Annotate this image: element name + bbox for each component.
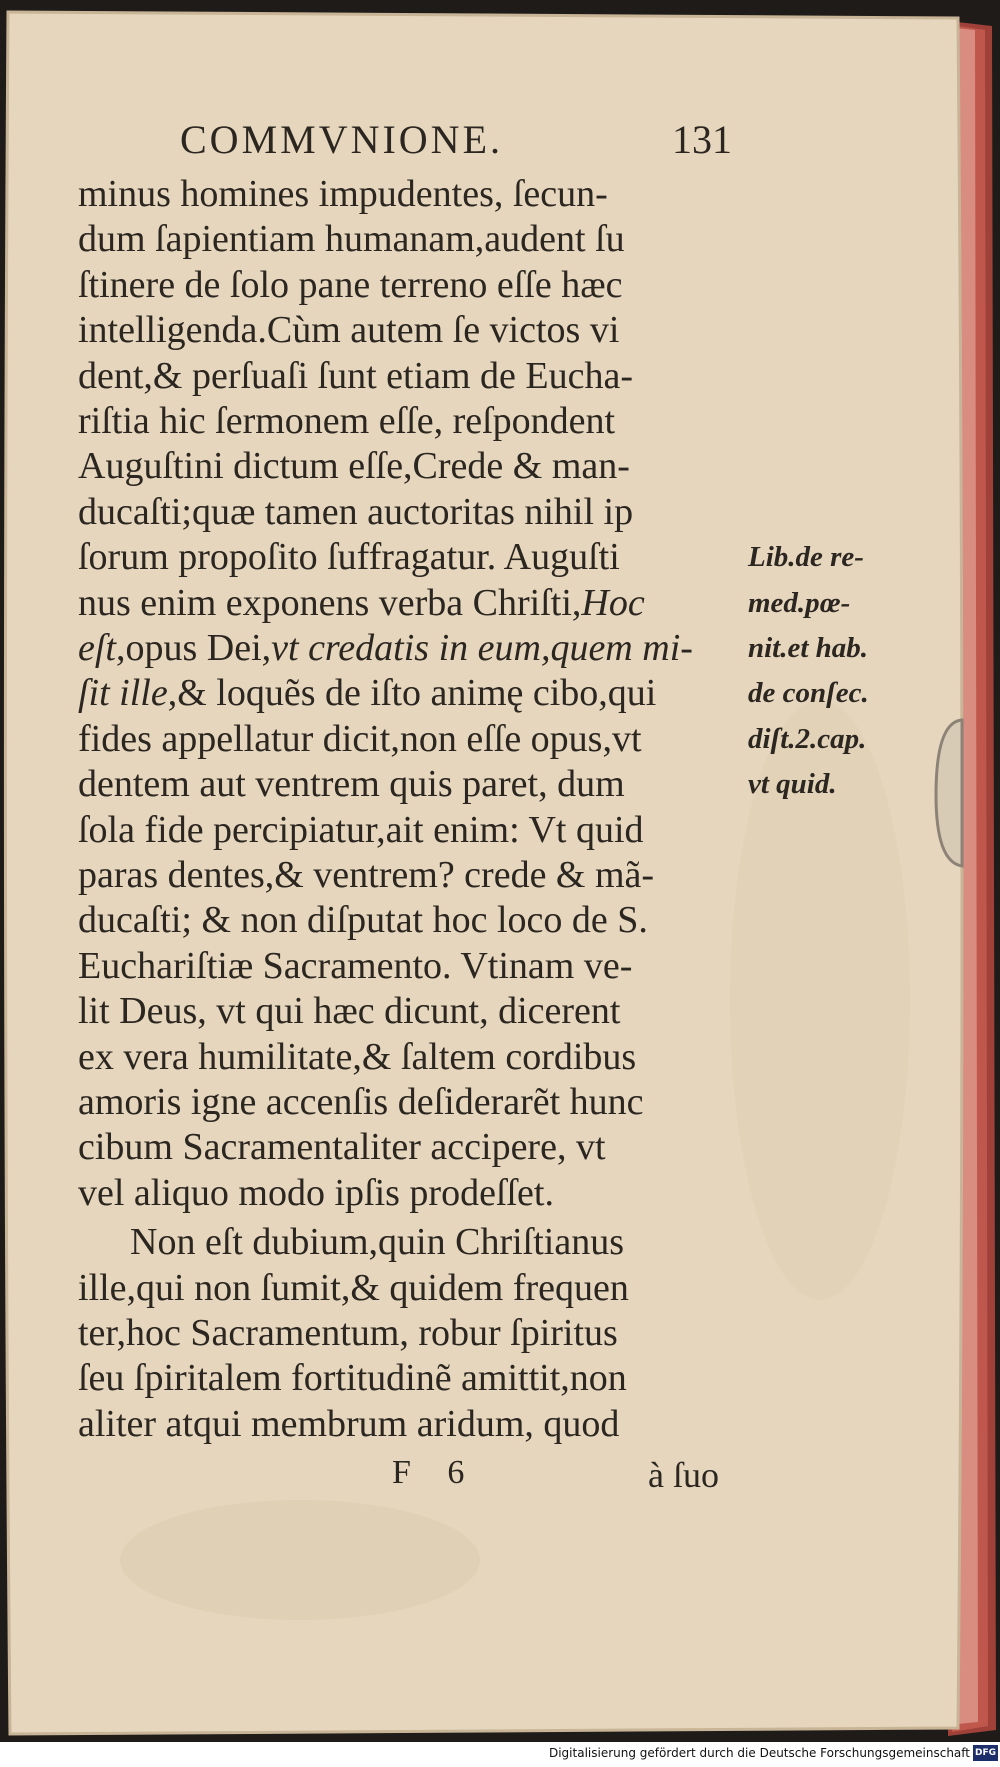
text-line <box>78 898 648 942</box>
text-line <box>78 1266 629 1310</box>
italic-text: ſit ille <box>78 672 168 715</box>
text-segment: riſtia hic ſermonem eſſe, reſpondent <box>78 400 616 442</box>
text-line <box>78 535 620 579</box>
margin-note: de conſec. <box>748 677 869 710</box>
margin-note: Lib.de re- <box>748 541 864 574</box>
margin-note: med.pœ- <box>748 586 851 619</box>
digitization-credit: Digitalisierung gefördert durch die Deutsche Forschungsgemeinschaft <box>548 1746 970 1760</box>
text-line <box>78 853 654 897</box>
text-segment: minus homines impudentes, ſecun- <box>78 173 608 215</box>
text-line <box>78 762 625 806</box>
text-segment: ſola fide percipiatur,ait enim: Vt quid <box>78 808 644 851</box>
text-line <box>78 989 620 1033</box>
text-line <box>130 1220 624 1264</box>
margin-note: vt quid. <box>748 768 837 801</box>
page-number: 131 <box>672 117 732 162</box>
text-line <box>78 1402 619 1446</box>
text-segment: fides appellatur dicit,non eſſe opus,vt <box>78 717 642 760</box>
text-line <box>78 172 608 216</box>
text-segment: ,& loquẽs de iſto animę cibo,qui <box>167 672 657 715</box>
text-segment: amoris igne accenſis deſiderarẽt hunc <box>78 1081 644 1123</box>
text-line <box>78 581 645 625</box>
text-line <box>78 626 693 670</box>
text-segment: ter,hoc Sacramentum, robur ſpiritus <box>78 1312 618 1354</box>
text-line <box>78 354 633 398</box>
text-line <box>78 444 630 488</box>
signature-mark: F 6 <box>392 1454 479 1491</box>
text-segment: Euchariſtiæ Sacramento. Vtinam ve- <box>78 944 633 987</box>
italic-text: Hoc <box>581 581 645 624</box>
text-segment: intelligenda.Cùm autem ſe victos vi <box>78 309 620 352</box>
text-line <box>78 717 642 761</box>
text-segment: Auguſtini dictum eſſe,Crede & man- <box>78 445 630 488</box>
italic-text: vt credatis in eum,quem mi- <box>271 627 693 669</box>
italic-text: eſt <box>78 627 116 669</box>
text-segment: paras dentes,& ventrem? crede & mã- <box>78 854 655 896</box>
text-line <box>78 1356 627 1400</box>
text-line <box>78 1311 618 1355</box>
text-segment: Non eſt dubium,quin Chriſtianus <box>130 1221 624 1264</box>
text-segment: ille,qui non ſumit,& quidem frequen <box>78 1266 629 1309</box>
text-line <box>78 217 625 261</box>
text-line <box>78 399 615 443</box>
text-segment: ſeu ſpiritalem fortitudinẽ amittit,non <box>78 1357 627 1400</box>
text-segment: cibum Sacramentaliter accipere, vt <box>78 1126 606 1169</box>
text-segment: ſtinere de ſolo pane terreno eſſe hæc <box>78 263 623 306</box>
text-line <box>78 1035 636 1079</box>
text-line <box>78 263 622 307</box>
text-segment: ,opus Dei, <box>115 627 272 669</box>
text-line <box>78 1125 606 1169</box>
text-segment: ducaſti; & non diſputat hoc loco de S. <box>78 899 648 942</box>
text-segment: lit Deus, vt qui hæc dicunt, dicerent <box>78 990 621 1033</box>
text-segment: ducaſti;quæ tamen auctoritas nihil ip <box>78 490 634 533</box>
text-segment: aliter atqui membrum aridum, quod <box>78 1402 620 1445</box>
text-segment: ſorum propoſito ſuffragatur. Auguſti <box>78 536 620 579</box>
text-line <box>78 671 656 715</box>
text-segment: dum ſapientiam humanam,audent ſu <box>78 218 625 261</box>
running-head: COMMVNIONE. <box>180 117 503 162</box>
margin-note: diſt.2.cap. <box>748 722 867 755</box>
text-line <box>78 490 633 534</box>
text-segment: dent,& perſuaſi ſunt etiam de Eucha- <box>78 354 634 397</box>
text-segment: nus enim exponens verba Chriſti, <box>78 581 582 624</box>
text-line <box>78 1080 644 1124</box>
text-line <box>78 1171 554 1215</box>
text-segment: ex vera humilitate,& ſaltem cordibus <box>78 1035 637 1078</box>
text-line <box>78 944 632 988</box>
text-segment: vel aliquo modo ipſis prodeſſet. <box>78 1171 554 1214</box>
dfg-logo-icon: DFG <box>973 1745 998 1761</box>
text-segment: dentem aut ventrem quis paret, dum <box>78 763 625 806</box>
margin-note: nit.et hab. <box>748 632 869 664</box>
text-line <box>78 808 644 852</box>
catchword: à ſuo <box>648 1455 719 1495</box>
text-line <box>78 308 619 352</box>
